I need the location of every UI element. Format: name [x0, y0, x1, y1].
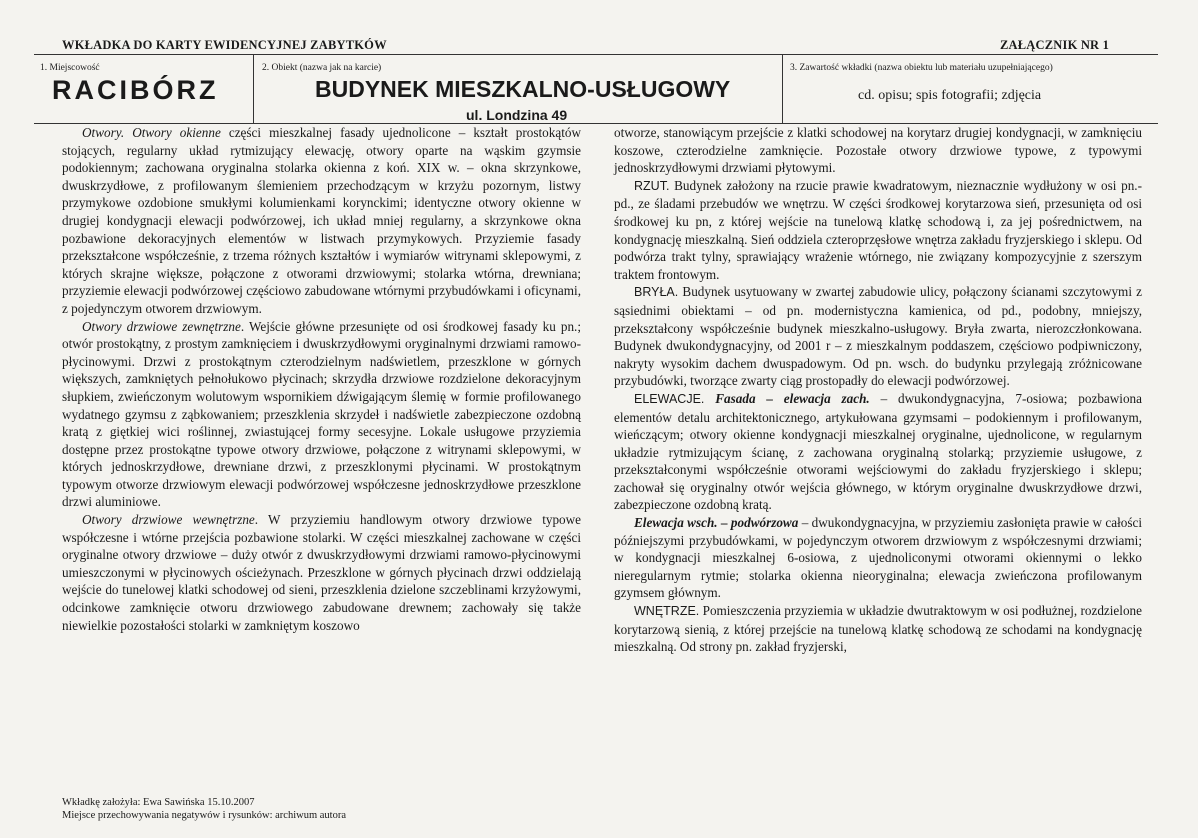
town-label: 1. Miejscowość [40, 63, 100, 73]
paragraph-window-openings [62, 124, 581, 318]
paragraph-interior-doors [62, 511, 581, 634]
header-top-rule [34, 54, 1158, 55]
contents-label: 3. Zawartość wkładki (nazwa obiektu lub materiału uzupełniającego) [790, 63, 1053, 73]
paragraph-interior [614, 602, 1142, 656]
header-form-title: WKŁADKA DO KARTY EWIDENCYJNEJ ZABYTKÓW [62, 38, 387, 52]
paragraph-text: – dwukondygnacyjna, 7-osiowa; pozbawiona elementów detalu architektonicznego, artykułowana gzymsami – podokiennym i profilowanym, wieńczącym; otwory okienne kondygnacji mieszkalnej oryginalne, ujednolicone, w regularnym układzie rytmizującym ścianę, z zachowana oryginalną stolarką; przyziemie usługowe, z przekształconymi współcześnie otworami wejściowymi do zakładu fryzjerskiego i sklepu; zachował się oryginalny otwór wejścia głównego, w którym oryginalne dwuskrzydłowe drzwi, zabezpieczone ozdobną kratą. [614, 390, 1142, 513]
subheading-courtyard-elevation: Elewacja wsch. – podwórzowa [634, 515, 799, 531]
paragraph-text: – dwukondygnacyjna, w przyziemiu zasłonięta prawie w całości późniejszymi przybudówkami, w pojedynczym otworem drzwiowym z współczesnymi drzwiami; w kondygnacji mieszkalnej 6-osiowa, z ujednoliconymi otworami okiennymi o lekko nieregularnym rytmie; stolarka okienna nieoryginalna; elewacja zwieńczona profilowanym gzymsem głównym. [614, 515, 1142, 601]
right-text-column [614, 124, 1142, 656]
paragraph-continuation: otworze, stanowiącym przejście z klatki schodowej na korytarz drugiej kondygnacji, w zamknięciu koszowe, czterodzielne zamknięcie. Pozostałe otwory drzwiowe typowe, z typowymi jednoskrzydłowymi drzwiami płytowymi. [614, 125, 1142, 176]
footer-storage: Miejsce przechowywania negatywów i rysunków: archiwum autora [62, 810, 346, 821]
town-name: RACIBÓRZ [52, 75, 219, 105]
subheading-window-openings: Otwory okienne [132, 125, 221, 140]
paragraph-elevations [614, 390, 1142, 514]
paragraph-text: Budynek założony na rzucie prawie kwadratowym, nieznacznie wydłużony w osi pn.-pd., ze śladami przebudów we wnętrzu. W części środkowej korytarzowa sień, przesunięta od osi środkowej ku pn, z której wejście na tunelową klatkę schodową i, za jej pośrednictwem, na kondygnację mieszkalną. Sień oddziela czteroprzęsłowe wnętrza zakładu fryzjerskiego i sklepu. Od podwórza trakt tylny, sprawiający wrażenie wtórnego, nie związany kompozycyjnie z szerszym traktem frontowym. [614, 177, 1142, 282]
footer-author: Wkładkę założyła: Ewa Sawińska 15.10.2007 [62, 797, 255, 808]
paragraph-text: części mieszkalnej fasady ujednolicone – kształt prostokątów stojących, regularny układ rytmizujący elewację, otwory oparte na wąskim gzymsie podokiennym; zachowana oryginalna stolarka okienna z koń. XIX w. – okna skrzynkowe, dwuskrzydłowe, z profilowanym ślemieniem przechodzącym w krzyżu pozornym, listwy przymykowe ozdobione smukłymi kolumienkami korynckimi; identyczne otwory okienne w drugiej kondygnacji elewacji podwórzowej, ich układ mniej regularny, a skrzynkowe okna pozbawione dekoracyjnych elementów w listwach przymykowych. Przyziemie fasady przekształcone współcześnie, z trzema różnych kształtów i wymiarów witrynami sklepowymi, z których skrajne większe, połączone z otworami drzwiowymi; stolarka wtórna, drewniana; przyziemie elewacji podwórzowej częściowo zabudowane wtórnymi przybudówkami i oficynami, z pojedynczym otworem drzwiowym. [62, 125, 582, 316]
section-heading-openings: Otwory. [82, 125, 125, 140]
paragraph-text: Pomieszczenia przyziemia w układzie dwutraktowym w osi podłużnej, rozdzielone korytarzową sienią, z której przejście na tunelową klatkę schodową ze schodami na kondygnację mieszkalną. Od strony pn. zakład fryzjerski, [614, 603, 1142, 655]
paragraph-plan [614, 177, 1142, 284]
section-heading-interior: WNĘTRZE. [634, 604, 700, 619]
header-divider-1 [253, 54, 254, 123]
paragraph-massing [614, 283, 1142, 390]
paragraph-text: Budynek usytuowany w zwartej zabudowie ulicy, połączony ścianami szczytowymi z sąsiednimi obiektami – od pn. modernistyczna kamienica, od pd., podobny, mniejszy, przekształcony współcześnie budynek mieszkalno-usługowy. Bryła zwarta, nierozczłonkowana. Budynek dwukondygnacyjny, od 2001 r – z mieszkalnym poddaszem, częściowo podpiwniczony, nakryty wysokim dachem dwuspadowym. Od pn. wsch. do budynku przylegają zróżnicowane przybudówki, tworzące zwarty ciąg prostopadły do elewacji podwórzowej. [614, 284, 1142, 389]
header-divider-2 [782, 54, 783, 123]
contents-value: cd. opisu; spis fotografii; zdjęcia [858, 88, 1042, 103]
subheading-interior-doors: Otwory drzwiowe wewnętrzne [82, 512, 255, 528]
object-address: ul. Londzina 49 [466, 107, 568, 123]
section-heading-massing: BRYŁA. [634, 285, 679, 300]
section-heading-elevations: ELEWACJE. [634, 391, 705, 406]
object-name: BUDYNEK MIESZKALNO-USŁUGOWY [315, 76, 731, 102]
paragraph-exterior-doors [62, 318, 581, 512]
object-label: 2. Obiekt (nazwa jak na karcie) [262, 63, 382, 73]
header-attachment-number: ZAŁĄCZNIK NR 1 [1000, 38, 1110, 52]
section-heading-plan: RZUT. [634, 178, 670, 193]
left-text-column [62, 124, 581, 634]
subheading-facade: Fasada – elewacja zach. [715, 390, 870, 406]
paragraph-text: . W przyziemiu handlowym otwory drzwiowe typowe współczesne i wtórne przejścia pozbawione stolarki. W części mieszkalnej zachowane w części oryginalne otwory drzwiowe – duży otwór z dwuskrzydłowymi drzwiami ramowo-płycinowymi umieszczonymi w płycinowych ościeżynach. Przeszklone w górnych płycinach drzwi oddzielają wejście do tunelowej klatki schodowej od sieni, przeszklenia dzielone szczeblinami krzyżowymi, odcinkowe zamknięcie otworu drzwiowego zabudowane drewnem; zachowały się także niewielkie pozostałości stolarki w zamkniętym koszowo [62, 512, 582, 633]
paragraph-text: . Wejście główne przesunięte od osi środkowej fasady ku pn.; otwór prostokątny, z prostym zamknięciem i dwuskrzydłowymi oryginalnymi drzwiami ramowo-płycinowymi. Drzwi z prostokątnym czterodzielnym nadświetlem, przeszklone w górnych większych, zamkniętych pełnołukowo płycinach; skrzydła drzwiowe rozdzielone dekoracyjnym słupkiem, zwieńczonym wolutowym wspornikiem dźwigającym ślemię w formie profilowanego wydatnego gzymsu z ząbkowaniem; przeszklenia skrzydeł i nadświetle zabezpieczone ozdobną kratą z giętkiej wici roślinnej, zwiastującej formy secesyjne. Lokale usługowe przyziemia dostępne przez prostokątne typowe otwory drzwiowe, połączone z witrynami sklepowymi, w których jednoskrzydłowe, drewniane drzwi, z przeszklonymi płycinami. W prostokątnym typowym otworze drzwiowym elewacji podwórzowej współczesne jednoskrzydłowe przeszklone drzwi aluminiowe. [62, 318, 582, 510]
paragraph-courtyard-elevation [614, 514, 1142, 602]
subheading-exterior-doors: Otwory drzwiowe zewnętrzne [82, 318, 241, 334]
